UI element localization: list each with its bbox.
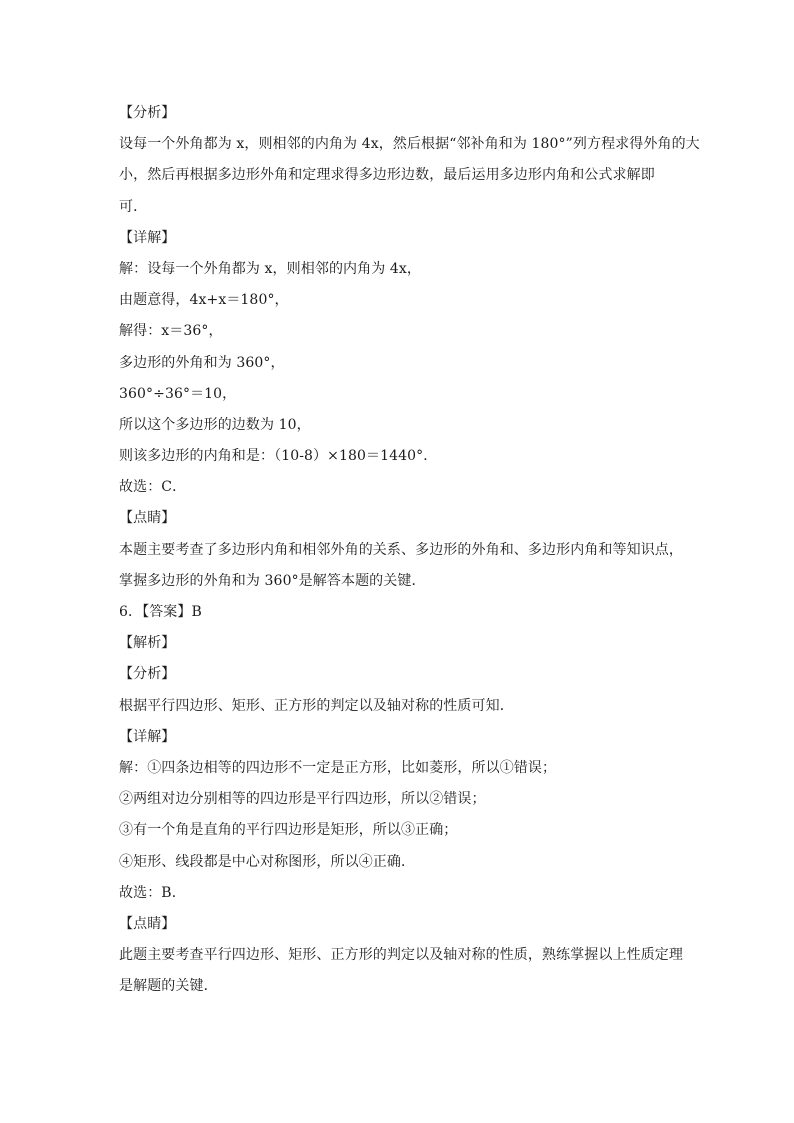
detail-text-line-5: 360°÷36°＝10，: [119, 385, 237, 402]
detail-text-line-2: 由题意得，4x+x＝180°，: [119, 292, 289, 309]
section-heading-comment: 【点睛】: [119, 510, 176, 527]
section-heading-detail-2: 【详解】: [119, 728, 176, 745]
analysis-2-text-line-1: 根据平行四边形、矩形、正方形的判定以及轴对称的性质可知．: [119, 697, 514, 714]
detail-2-text-line-2: ②两组对边分别相等的四边形是平行四边形，所以②错误；: [119, 791, 486, 808]
detail-text-line-7: 则该多边形的内角和是：（10-8）×180＝1440°．: [119, 448, 438, 465]
detail-text-line-3: 解得：x＝36°，: [119, 323, 223, 340]
detail-2-text-line-1: 解：①四条边相等的四边形不一定是正方形，比如菱形，所以①错误；: [119, 759, 557, 776]
detail-text-line-6: 所以这个多边形的边数为 10，: [119, 416, 311, 433]
analysis-text-line-3: 可．: [119, 198, 148, 215]
comment-text-line-2: 掌握多边形的外角和为 360°是解答本题的关键．: [119, 572, 426, 589]
section-heading-analysis-2: 【分析】: [119, 666, 176, 683]
solution-content: [119, 98, 700, 1002]
detail-2-text-line-3: ③有一个角是直角的平行四边形是矩形，所以③正确；: [119, 822, 458, 839]
section-heading-explanation: 【解析】: [119, 635, 176, 652]
detail-2-text-line-4: ④矩形、线段都是中心对称图形，所以④正确．: [119, 853, 416, 870]
comment-2-text-line-2: 是解题的关键．: [119, 978, 218, 995]
comment-text-line-1: 本题主要考查了多边形内角和相邻外角的关系、多边形的外角和、多边形内角和等知识点，: [119, 541, 683, 558]
comment-2-text-line-1: 此题主要考查平行四边形、矩形、正方形的判定以及轴对称的性质，熟练掌握以上性质定理: [119, 947, 683, 964]
question-6-answer: 6．【答案】B: [119, 604, 202, 620]
detail-text-line-4: 多边形的外角和为 360°，: [119, 354, 285, 371]
detail-2-answer-line: 故选：B．: [119, 884, 186, 901]
section-heading-analysis: 【分析】: [119, 105, 176, 121]
analysis-text-line-1: 设每一个外角都为 x，则相邻的内角为 4x，然后根据“邻补角和为 180°”列方程求得外角的大: [119, 136, 700, 153]
section-heading-detail: 【详解】: [119, 229, 176, 246]
analysis-text-line-2: 小，然后再根据多边形外角和定理求得多边形边数，最后运用多边形内角和公式求解即: [119, 167, 655, 184]
detail-answer-line: 故选：C．: [119, 479, 187, 496]
section-heading-comment-2: 【点睛】: [119, 915, 176, 932]
detail-text-line-1: 解：设每一个外角都为 x，则相邻的内角为 4x，: [119, 260, 421, 277]
